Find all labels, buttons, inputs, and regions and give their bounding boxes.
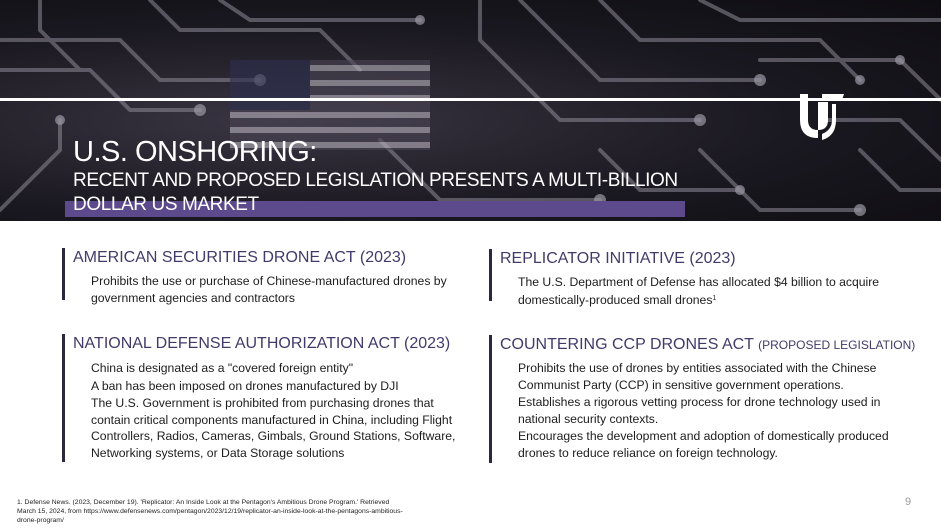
footnote-marker: 1: [712, 294, 717, 302]
page-number: 9: [905, 496, 912, 508]
body-line: Encourages the development and adoption of domestically produced: [518, 429, 889, 443]
company-logo-icon: [796, 90, 846, 144]
subtitle-line-1: RECENT AND PROPOSED LEGISLATION PRESENTS A MULTI-BILLION: [73, 170, 678, 191]
bullet-item: [91, 360, 455, 377]
body-line: Prohibits the use or purchase of Chinese-manufactured drones by: [91, 274, 447, 288]
body-line: A ban has been imposed on drones manufactured by DJI: [91, 378, 399, 393]
body-line: Prohibits the use of drones by entities associated with the Chinese: [518, 361, 877, 375]
bullet-item: [91, 395, 455, 461]
body-line: Networking systems, or Data Storage solutions: [91, 445, 345, 460]
bullet-item: [518, 394, 889, 427]
footnote-line: March 15, 2024, from https://www.defensenews.com/pentagon/2023/12/19/replicator-an-inside-look-at-the-pentagons-ambitious-: [17, 508, 403, 515]
section-accent-bar: [62, 248, 65, 300]
body-text: domestically-produced small drones: [518, 292, 713, 307]
body-line: The U.S. Department of Defense has allocated $4 billion to acquire: [518, 275, 880, 289]
section-heading: NATIONAL DEFENSE AUTHORIZATION ACT (2023): [73, 335, 451, 352]
section-replicator: [489, 249, 909, 307]
section-ndaa: [62, 334, 482, 462]
section-accent-bar: [489, 335, 492, 463]
section-accent-bar: [489, 249, 492, 301]
section-heading: AMERICAN SECURITIES DRONE ACT (2023): [73, 249, 407, 266]
section-american-securities: [62, 248, 472, 305]
footnote-line: 1. Defense News. (2023, December 19). 'Replicator: An Inside Look at the Pentagon's Ambitious Drone Program.' Retrieved: [17, 499, 390, 506]
bullet-item: [91, 378, 455, 395]
body-line: The U.S. Government is prohibited from purchasing drones that: [91, 396, 434, 410]
section-body: [91, 273, 447, 306]
section-countering-ccp: [489, 335, 929, 463]
page-title: U.S. ONSHORING:: [73, 136, 317, 168]
section-heading: [500, 335, 915, 355]
heading-text: COUNTERING CCP DRONES ACT: [500, 336, 754, 353]
body-line: Controllers, Radios, Cameras, Gimbals, Ground Stations, Software,: [91, 429, 456, 443]
footnote: [17, 498, 487, 525]
bullet-item: [518, 428, 889, 461]
hero-banner: [0, 0, 941, 221]
section-body: [518, 360, 889, 461]
body-line: government agencies and contractors: [91, 290, 295, 305]
footnote-line: drone-program/: [17, 517, 64, 524]
section-heading: REPLICATOR INITIATIVE (2023): [500, 250, 736, 267]
section-body: [518, 274, 879, 308]
section-body: [91, 360, 455, 461]
body-line: China is designated as a "covered foreign entity": [91, 361, 354, 375]
section-accent-bar: [62, 334, 65, 462]
body-line: national security contexts.: [518, 411, 659, 426]
body-line: contain critical components manufactured in China, including Flight: [91, 412, 453, 427]
body-line: drones to reduce reliance on foreign technology.: [518, 445, 778, 460]
body-line: Establishes a rigorous vetting process for drone technology used in: [518, 395, 881, 409]
body-line: [518, 291, 879, 309]
heading-note: (PROPOSED LEGISLATION): [758, 338, 916, 352]
body-line: Communist Party (CCP) in sensitive government operations.: [518, 377, 844, 392]
subtitle-line-2: DOLLAR US MARKET: [73, 194, 259, 215]
bullet-item: [518, 360, 889, 393]
